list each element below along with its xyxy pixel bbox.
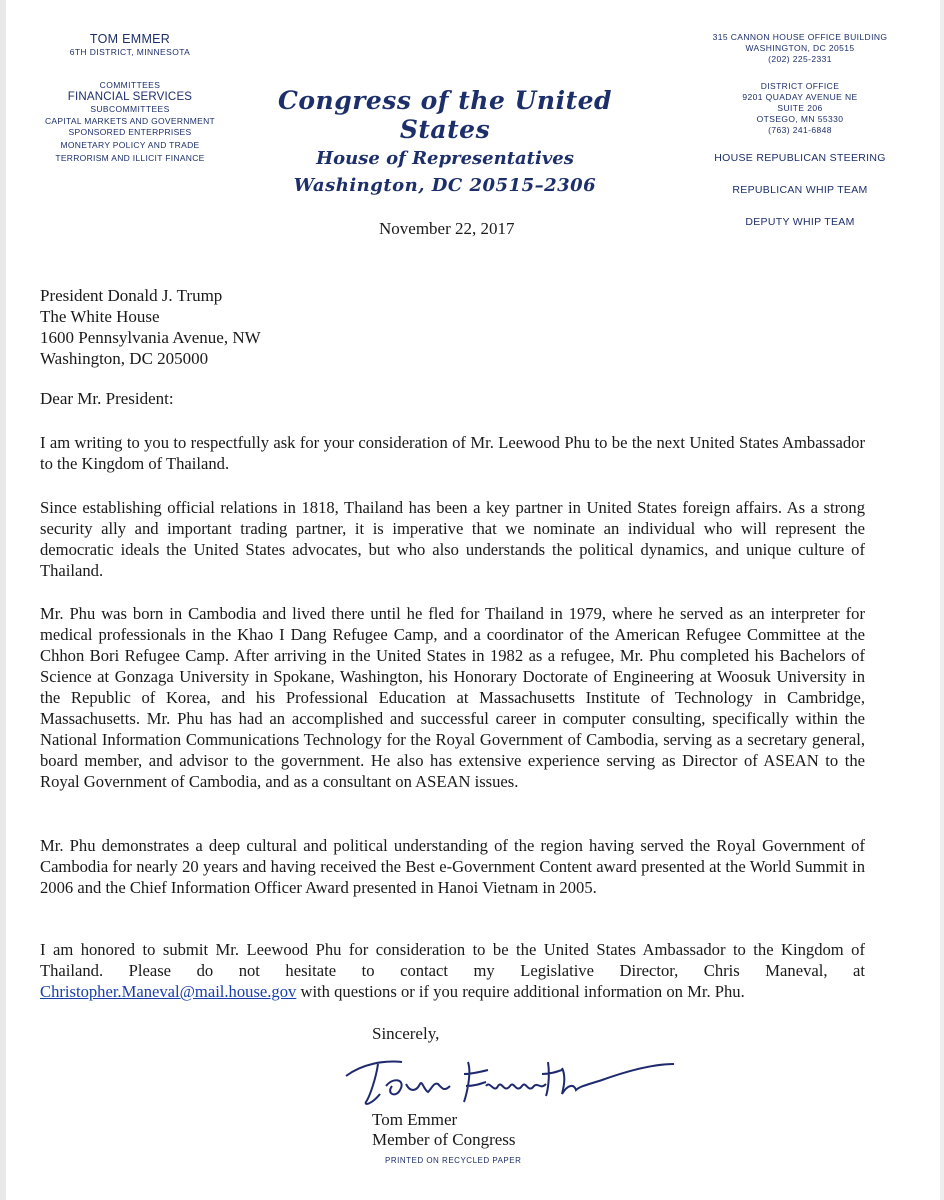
closing: Sincerely, [372,1024,440,1043]
letterhead-congress: Congress of the United States [277,86,613,144]
body-paragraph-3: Mr. Phu was born in Cambodia and lived there until he fled for Thailand in 1979, where he served as an interpreter for medical professionals in the Khao I Dang Refugee Camp, and a coordinator of the American Refugee Committee at the Chhon Bori Refugee Camp. After arriving in the United States in 1982 as a refugee, Mr. Phu completed his Bachelors of Science at Gonzaga University in Spokane, Washington, his Honorary Doctorate of Engineering at Woosuk University in the Republic of Korea, and his Professional Education at Massachusetts Institute of Technology in Cambridge, Massachusetts. Mr. Phu has had an accomplished and successful career in computer consulting, specifically within the National Information Communications Technology for the Royal Government of Cambodia, serving as a secretary general, board member, and advisor to the government. He also has extensive experience serving as Director of ASEAN to the Royal Government of Cambodia, and as a consultant on ASEAN issues. [40,604,865,791]
member-name: TOM EMMER [89,32,171,46]
district-office-line-3: OTSEGO, MN 55330 [756,114,844,124]
committee-name: FINANCIAL SERVICES [67,91,193,103]
body-paragraph-1: I am writing to you to respectfully ask for your consideration of Mr. Leewood Phu to be the next United States Ambassador to the Kingdom of Thailand. [40,433,865,473]
body-paragraph-4: Mr. Phu demonstrates a deep cultural and political understanding of the region having served the Royal Government of Cambodia for nearly 20 years and having received the Best e-Government Content award presented at the World Summit in 2006 and the Chief Information Officer Award presented in Hanoi Vietnam in 2005. [40,836,865,897]
signer-name: Tom Emmer [372,1110,458,1129]
member-district: 6TH DISTRICT, MINNESOTA [69,47,191,57]
subcommittee-2: MONETARY POLICY AND TRADE [60,140,200,150]
district-office-heading: DISTRICT OFFICE [760,81,840,91]
committees-heading: COMMITTEES [99,80,161,90]
address-line-3: 1600 Pennsylvania Avenue, NW [40,328,261,347]
dc-office-line-1: 315 CANNON HOUSE OFFICE BUILDING [712,32,888,42]
signer-title: Member of Congress [372,1130,516,1149]
address-line-1: President Donald J. Trump [40,286,223,305]
district-office-line-1: 9201 QUADAY AVENUE NE [742,92,858,102]
district-office-line-2: SUITE 206 [777,103,823,113]
district-office-phone: (763) 241-6848 [768,125,832,135]
address-line-2: The White House [40,307,160,326]
paragraph-5-text-end: with questions or if you require additional information on Mr. Phu. [296,982,745,1001]
letterhead-center [230,86,660,196]
letterhead-left [30,32,230,164]
email-link[interactable]: Christopher.Maneval@mail.house.gov [40,982,297,1001]
letterhead-city: Washington, DC 20515–2306 [293,175,597,196]
team-whip: REPUBLICAN WHIP TEAM [732,184,868,196]
salutation: Dear Mr. President: [40,389,174,408]
body-paragraph-5 [40,939,865,1002]
letter-date: November 22, 2017 [379,219,515,238]
letterhead-house: House of Representatives [316,148,574,169]
recipient-address [40,285,261,369]
team-deputy-whip: DEPUTY WHIP TEAM [745,216,855,228]
subcommittee-3: TERRORISM AND ILLICIT FINANCE [55,153,205,163]
team-steering: HOUSE REPUBLICAN STEERING [714,152,886,164]
subcommittee-1: CAPITAL MARKETS AND GOVERNMENT SPONSORED ENTERPRISES [44,116,216,137]
body-paragraph-2: Since establishing official relations in 1818, Thailand has been a key partner in United States foreign affairs. As a strong security ally and important trading partner, it is imperative that we nominate an individual who will represent the democratic ideals the United States advocates, but who also understands the political dynamics, and unique culture of Thailand. [40,498,865,580]
recycled-paper-notice: PRINTED ON RECYCLED PAPER [385,1156,522,1165]
letterhead-right [690,32,910,228]
paragraph-5-text-start: I am honored to submit Mr. Leewood Phu for consideration to be the United States Ambassador to the Kingdom of Thailand. Please do not hesitate to contact my Legislative Director, Chris Maneval, at [40,940,865,980]
dc-office-line-2: WASHINGTON, DC 20515 [745,43,855,53]
dc-office-phone: (202) 225-2331 [768,54,832,64]
address-line-4: Washington, DC 205000 [40,349,209,368]
subcommittees-heading: SUBCOMMITTEES [90,104,170,114]
signature [340,1040,680,1115]
